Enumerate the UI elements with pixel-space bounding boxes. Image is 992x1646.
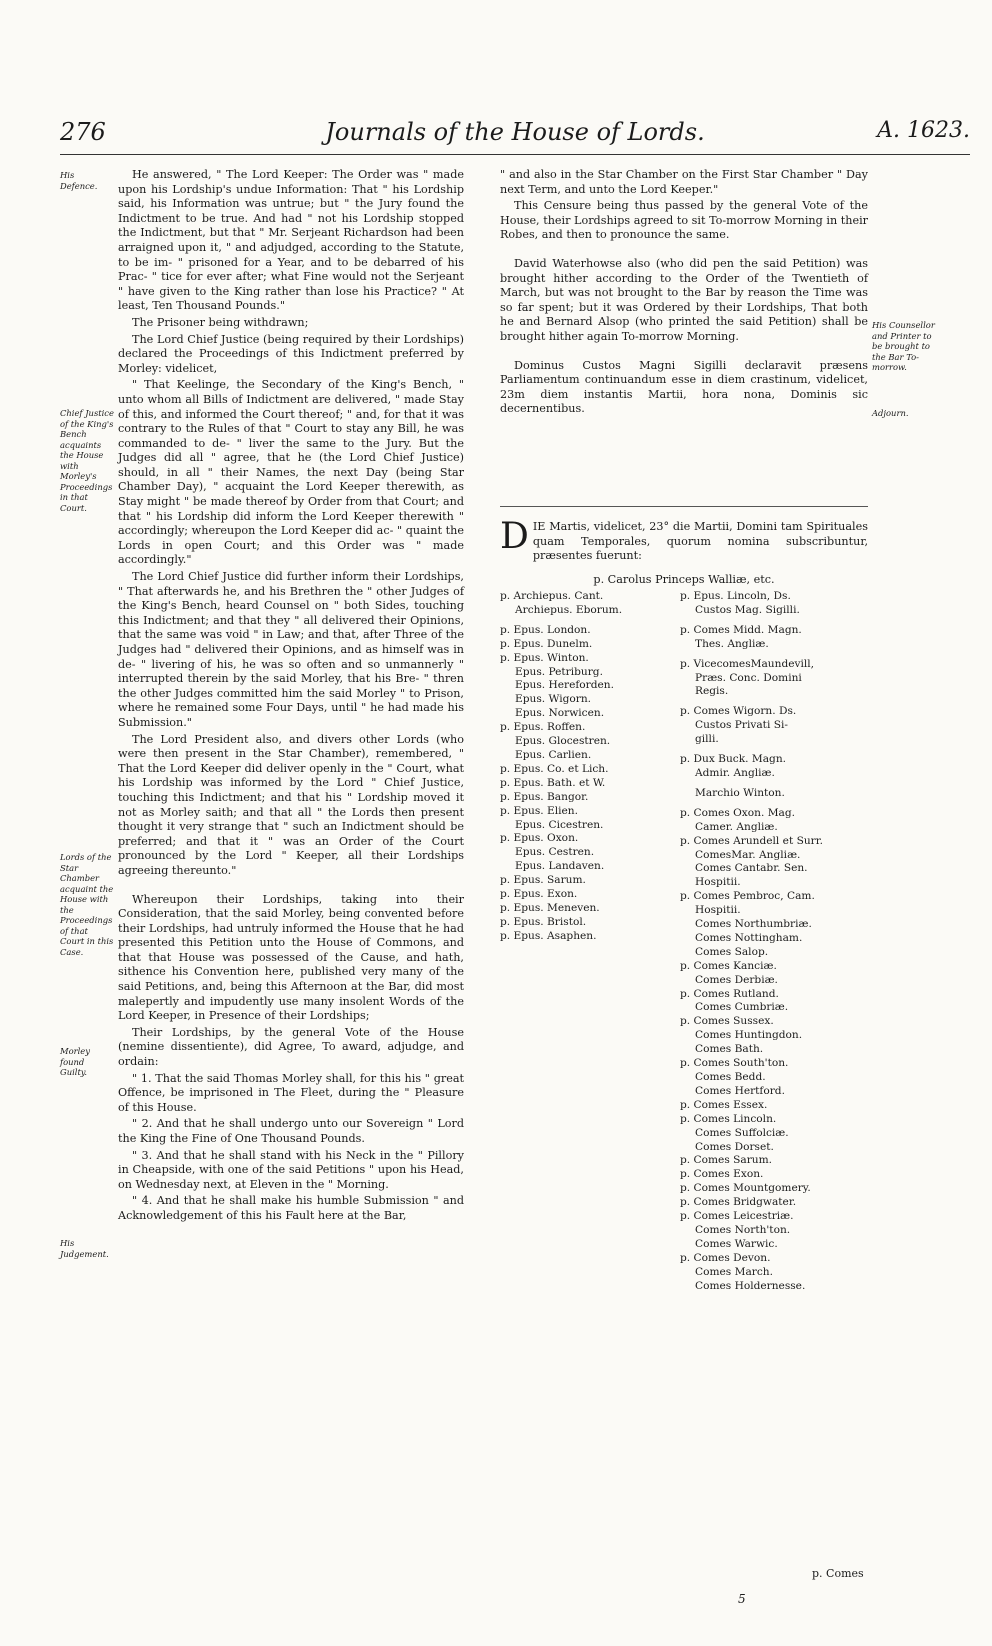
attendance-entry: Marchio Winton. <box>695 786 785 799</box>
attendance-entry: Hospitii. <box>695 904 741 917</box>
catchword: p. Comes <box>812 1567 864 1580</box>
paragraph: Their Lordships, by the general Vote of the House (nemine dissentiente), did Agree, To award, adjudge, and ordain: <box>118 1025 464 1069</box>
attendance-entry: p. Archiepus. Cant. <box>500 590 604 602</box>
attendance-intro <box>500 516 868 564</box>
attendance-entry: Comes North'ton. <box>695 1223 791 1236</box>
paragraph: " That Keelinge, the Secondary of the King's Bench, " unto whom all Bills of Indictment are delivered, " made Stay of this, and informed the Court thereof; " and, for that it was contrary to the Rules of that " Court to stay any Bill, he was commanded to de- " liver the same to the Jury. But the Judges did all " agree, that he (the Lord Chief Justice) should, in all " their Names, the next Day (being Star Chamber Day), " acquaint the Lord Keeper therewith, as Stay might " be made thereof by Order from that Court; and that " his Lordship did inform the Lord Keeper therewith " accordingly; whereupon the Lord Keeper did ac- " quaint the Lords in open Court; and this Order was " made accordingly." <box>118 378 464 567</box>
attendance-entry: Comes March. <box>695 1265 773 1278</box>
attendance-entry: Epus. Petriburg. <box>515 665 603 678</box>
attendance-entry: p. Epus. Dunelm. <box>500 637 593 650</box>
signature-mark: 5 <box>738 1592 746 1606</box>
attendance-entry: Admir. Angliæ. <box>695 766 775 779</box>
paragraph: " 3. And that he shall stand with his Neck in the " Pillory in Cheapside, with one of the said Petitions " upon his Head, on Wednesday next, at Eleven in the " Morning. <box>118 1148 464 1191</box>
attendance-entry: Comes Northumbriæ. <box>695 918 812 931</box>
attendance-entry: Comes Dorset. <box>695 1140 774 1153</box>
paragraph: He answered, " The Lord Keeper: The Order was " made upon his Lordship's undue Information: That " his Lordship said, his Information was untrue; but " the Jury found the Indictment to be true. And had " not his Lordship stopped the Indictment, but that " Mr. Serjeant Richardson had been arraigned upon it, " and adjudged, according to the Statute, to be im- " prisoned for a Year, and to be debarred of his Prac- " tice for ever after; what Fine would not the Serjeant " have given to the King rather than lose his Practice? " At least, Ten Thousand Pounds." <box>118 168 464 313</box>
right-column <box>500 168 868 419</box>
attendance-entry: p. Epus. Asaphen. <box>500 929 597 942</box>
attendance-entry: Epus. Landaven. <box>515 860 605 873</box>
attendance-entry: Hospitii. <box>695 876 741 889</box>
attendance-entry: p. Comes Pembroc, Cam. <box>680 890 815 903</box>
attendance-entry: Comes Warwic. <box>695 1237 778 1250</box>
paragraph: " 2. And that he shall undergo unto our Sovereign " Lord the King the Fine of One Thousand Pounds. <box>118 1117 464 1145</box>
page-number: 276 <box>60 118 106 146</box>
attendance-entry: p. VicecomesMaundevill, <box>680 657 815 670</box>
attendance-entry: Epus. Glocestren. <box>515 735 611 748</box>
drop-cap: D <box>500 516 529 557</box>
margin-note-counsellor: His Counsellor and Printer to be brought to the Bar To-morrow. <box>872 320 935 372</box>
attendance-entry: p. Epus. London. <box>500 623 591 636</box>
attendance-entry: p. Epus. Lincoln, Ds. <box>680 590 791 602</box>
margin-note-adjourn: Adjourn. <box>872 408 909 418</box>
attendance-entry: Comes Hertford. <box>695 1084 785 1097</box>
attendance-entry: Comes Cumbriæ. <box>695 1001 789 1014</box>
attendance-entry: p. Epus. Oxon. <box>500 832 579 845</box>
attendance-entry: p. Comes Exon. <box>680 1168 764 1181</box>
attendance-entry: Comes Cantabr. Sen. <box>695 862 808 875</box>
attendance-entry: Camer. Angliæ. <box>695 820 778 833</box>
attendance-entry: Comes Huntingdon. <box>695 1029 803 1042</box>
attendance-entry: p. Comes Lincoln. <box>680 1112 777 1125</box>
margin-note-guilty: Morley found Guilty. <box>60 1046 90 1077</box>
paragraph: Dominus Custos Magni Sigilli declaravit præsens Parliamentum continuandum esse in diem crastinum, videlicet, 23m diem instantis Martii, hora nona, Dominis sic decernentibus. <box>500 358 868 416</box>
attendance-entry: p. Comes Devon. <box>680 1251 771 1264</box>
paragraph: The Prisoner being withdrawn; <box>132 315 309 329</box>
attendance-entry: Epus. Cicestren. <box>515 818 604 831</box>
attendance-entry: Comes Nottingham. <box>695 931 803 944</box>
attendance-entry: Epus. Cestren. <box>515 846 595 859</box>
section-rule <box>500 506 868 507</box>
attendance-entry: Archiepus. Eborum. <box>515 603 623 616</box>
attendance-entry: Custos Privati Si- <box>695 719 788 732</box>
left-column <box>118 168 464 1226</box>
attendance-entry: p. Comes Sussex. <box>680 1015 774 1028</box>
page-year: A. 1623. <box>877 118 970 143</box>
attendance-entry: p. Epus. Bangor. <box>500 790 589 803</box>
attendance-entry: p. Comes Oxon. Mag. <box>680 806 796 819</box>
header-rule <box>60 154 970 155</box>
attendance-entry: p. Epus. Bristol. <box>500 915 587 928</box>
attendance-entry: p. Epus. Meneven. <box>500 901 600 914</box>
attendance-entry: Comes Salop. <box>695 945 769 958</box>
attendance-entry: Comes Holdernesse. <box>695 1279 806 1292</box>
attendance-entry: Comes Bedd. <box>695 1071 766 1083</box>
attendance-entry: Custos Mag. Sigilli. <box>695 603 800 616</box>
attendance-list-bishops <box>500 590 670 944</box>
page-header <box>60 118 970 158</box>
attendance-entry: Epus. Carlien. <box>515 748 592 761</box>
paragraph: The Lord President also, and divers other Lords (who were then present in the Star Chamber), remembered, " That the Lord Keeper did deliver openly in the " Court, what his Lordship was informed by the Lord " Chief Justice, touching this Indictment; and that his " Lordship moved it not as Morley saith; and that all " the Lords then present thought it very strange that " such an Indictment should be preferred; and that it " was an Order of the Court pronounced by the Lord " Keeper, all their Lordships agreeing thereunto." <box>118 732 464 877</box>
attendance-entry: Præs. Conc. Domini <box>695 671 802 684</box>
attendance-entry: p. Epus. Exon. <box>500 888 578 901</box>
margin-note-star-chamber: Lords of the Star Chamber acquaint the House with the Proceedings of that Court in this Case. <box>60 852 114 957</box>
attendance-entry: p. Comes Sarum. <box>680 1154 772 1167</box>
paragraph: David Waterhowse also (who did pen the said Petition) was brought hither according to the Order of the Twentieth of March, but was not brought to the Bar by reason the Time was so far spent; but it was Ordered by their Lordships, That both he and Bernard Alsop (who printed the said Petition) shall be brought hither again To-morrow Morning. <box>500 256 868 343</box>
attendance-entry: Epus. Hereforden. <box>515 679 614 692</box>
margin-note-chief-justice: Chief Justice of the King's Bench acquaints the House with Morley's Proceedings in that Court. <box>60 408 114 513</box>
attendance-entry: p. Comes Rutland. <box>680 987 779 1000</box>
attendance-entry: Epus. Wigorn. <box>515 693 592 706</box>
attendance-entry: Regis. <box>695 685 729 698</box>
paragraph: The Lord Chief Justice (being required by their Lordships) declared the Proceedings of this Indictment preferred by Morley: videlicet, <box>118 332 464 375</box>
attendance-entry: Thes. Angliæ. <box>695 637 769 650</box>
margin-note-judgement: His Judgement. <box>60 1238 109 1259</box>
attendance-entry: p. Epus. Co. et Lich. <box>500 762 609 775</box>
attendance-entry: p. Dux Buck. Magn. <box>680 753 787 766</box>
attendance-entry: p. Epus. Sarum. <box>500 874 586 887</box>
attendance-entry: gilli. <box>695 733 719 746</box>
attendance-list-lords <box>680 590 870 1294</box>
attendance-entry: p. Epus. Elien. <box>500 804 578 817</box>
paragraph: The Lord Chief Justice did further inform their Lordships, " That afterwards he, and his Brethren the " other Judges of the King's Bench, heard Counsel on " both Sides, touching this Indictment; and that they " all delivered their Opinions, that the same was void " in Law; and that, after Three of the Judges had " delivered their Opinions, and as himself was in de- " livering of his, he was so often and so unmannerly " interrupted therein by the said Morley, that his Bre- " thren the other Judges committed him the said Morley " to Prison, where he remained some Four Days, until " he had made his Submission." <box>118 570 464 729</box>
attendance-entry: p. Comes Leicestriæ. <box>680 1210 794 1223</box>
attendance-entry: p. Comes Essex. <box>680 1098 768 1111</box>
attendance-entry: Epus. Norwicen. <box>515 707 605 720</box>
attendance-entry: Comes Bath. <box>695 1043 764 1056</box>
attendance-entry: Comes Suffolciæ. <box>695 1126 789 1139</box>
attendance-entry: p. Comes Arundell et Surr. <box>680 834 823 847</box>
attendance-entry: p. Epus. Winton. <box>500 651 589 664</box>
paragraph: Whereupon their Lordships, taking into their Consideration, that the said Morley, being convented before their Lordships, had untruly informed the House that he had presented this Petition unto the House of Commons, and that that House was possessed of the Cause, and hath, sithence his Convention here, published very many of the said Petitions, and, being this Afternoon at the Bar, did most malepertly and impudently use many insolent Words of the Lord Keeper, in Presence of their Lordships; <box>118 892 464 1023</box>
attendance-entry: p. Comes Kanciæ. <box>680 959 777 972</box>
attendance-entry: Comes Derbiæ. <box>695 973 778 986</box>
paragraph: This Censure being thus passed by the general Vote of the House, their Lordships agreed to sit To-morrow Morning in their Robes, and then to pronounce the same. <box>500 199 868 242</box>
attendance-entry: p. Comes Mountgomery. <box>680 1182 811 1195</box>
paragraph: " 4. And that he shall make his humble Submission " and Acknowledgement of this his Fault here at the Bar, <box>118 1194 464 1222</box>
attendance-entry: p. Comes South'ton. <box>680 1057 789 1070</box>
running-title: Journals of the House of Lords. <box>325 118 705 146</box>
attendance-entry: ComesMar. Angliæ. <box>695 848 801 861</box>
attendance-entry: p. Comes Midd. Magn. <box>680 623 802 636</box>
attendance-entry: p. Epus. Roffen. <box>500 721 586 734</box>
attendance-entry: p. Comes Bridgwater. <box>680 1196 797 1209</box>
attendance-entry: p. Epus. Bath. et W. <box>500 776 606 789</box>
prince-entry: p. Carolus Princeps Walliæ, etc. <box>593 573 775 586</box>
paragraph: " and also in the Star Chamber on the First Star Chamber " Day next Term, and unto the Lord Keeper." <box>500 168 868 196</box>
margin-note-defence: His Defence. <box>60 170 98 191</box>
attendance-entry: p. Comes Wigorn. Ds. <box>680 705 797 718</box>
paragraph: " 1. That the said Thomas Morley shall, for this his " great Offence, be imprisoned in The Fleet, during the " Pleasure of this House. <box>118 1071 464 1114</box>
attendance-intro-text: IE Martis, videlicet, 23° die Martii, Domini tam Spirituales quam Temporales, quorum nomina subscribuntur, præsentes fuerunt: <box>532 520 868 563</box>
